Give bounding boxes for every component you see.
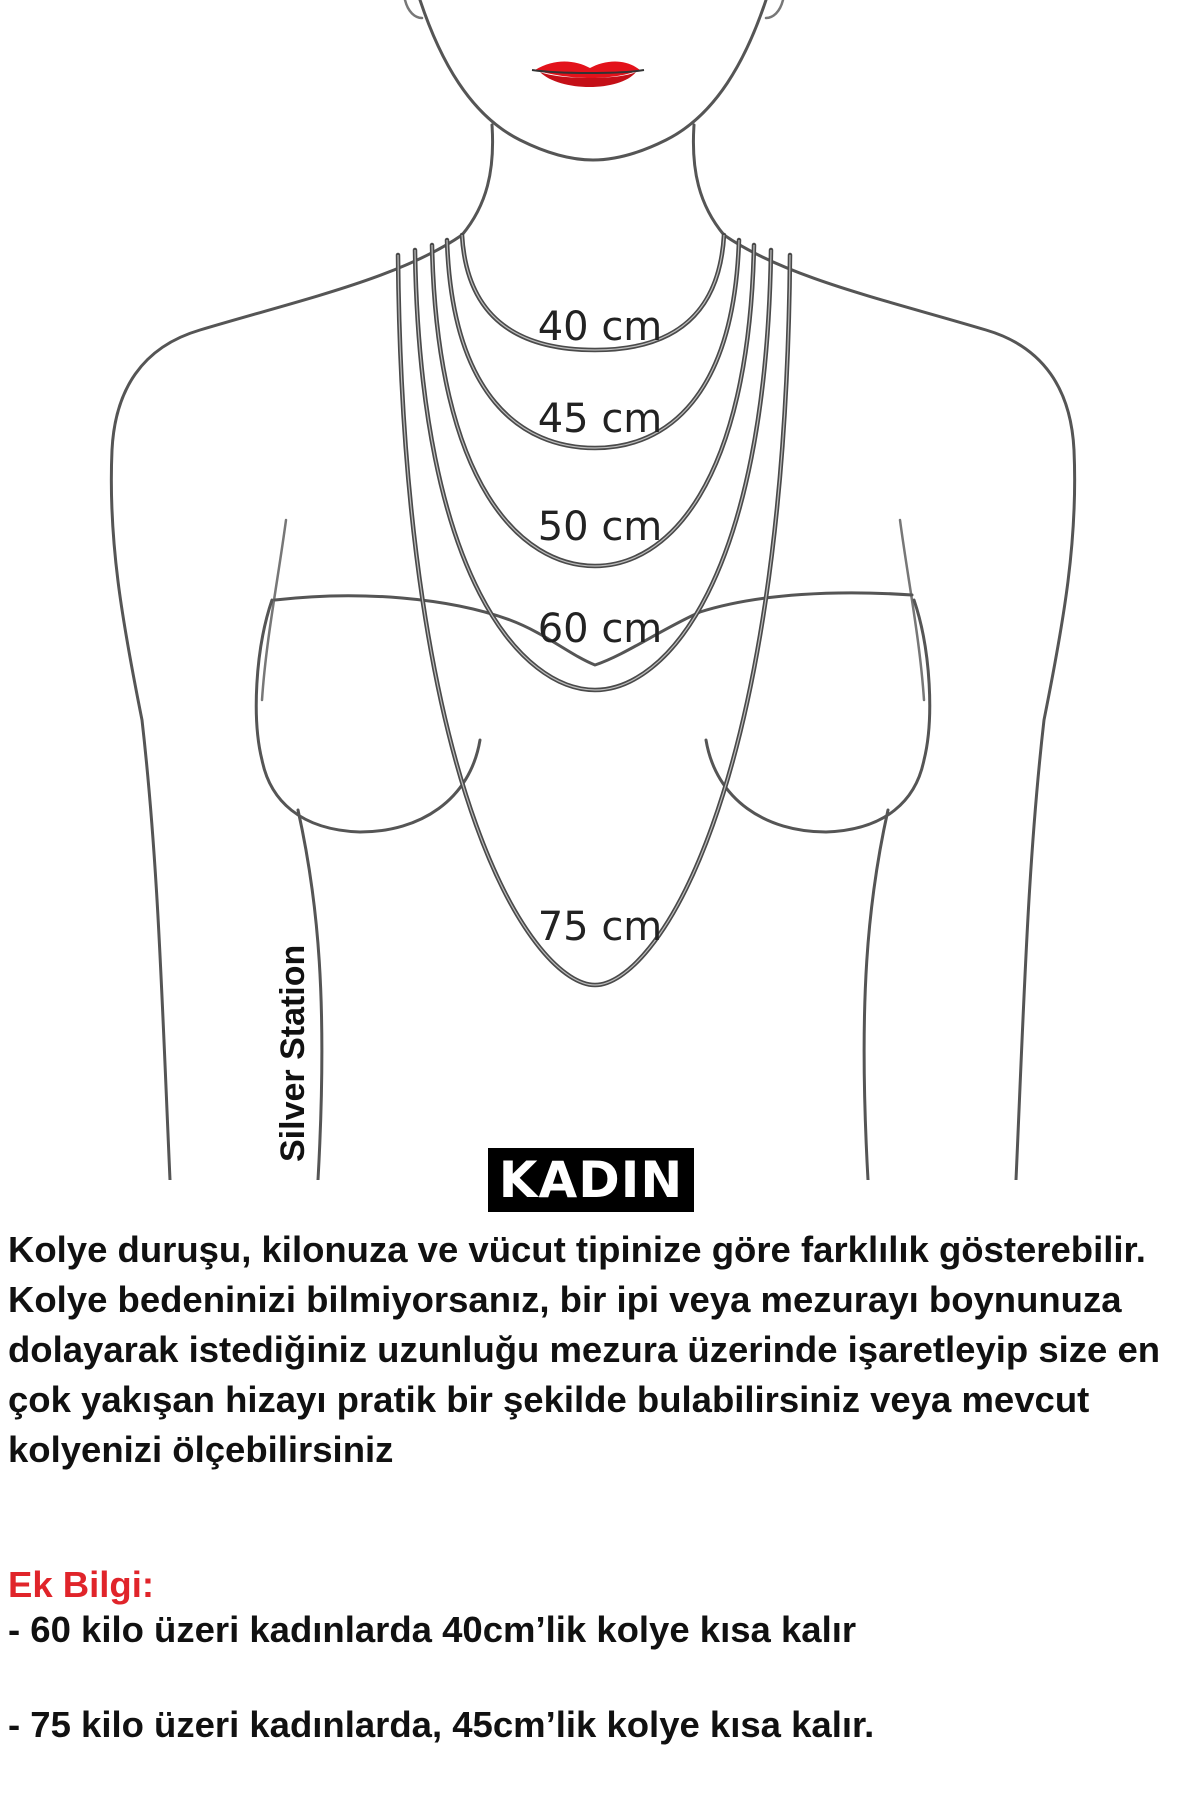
necklace-size-label: 75 cm xyxy=(537,904,663,950)
left-armpit-line xyxy=(262,520,286,700)
extra-info-note: - 60 kilo üzeri kadınlarda 40cm’lik kolye kısa kalır xyxy=(8,1609,857,1650)
right-torso-side xyxy=(864,810,888,1180)
neck-left xyxy=(462,125,493,235)
description-text: Kolye duruşu, kilonuza ve vücut tipinize göre farklılık gösterebilir. Kolye bedeninizi bilmiyorsanız, bir ipi veya mezurayı boynunuza dolayarak istediğiniz uzunluğu mezura üzerinde işaretleyip size en çok yakışan hizayı pratik bir şekilde bulabilirsiniz veya mevcut kolyenizi ölçebilirsiniz xyxy=(8,1229,1161,1470)
necklace-size-label: 40 cm xyxy=(537,304,663,350)
necklace-size-label: 60 cm xyxy=(537,606,663,652)
neck-right xyxy=(693,125,724,235)
right-shoulder-arm xyxy=(724,235,1075,1180)
right-breast xyxy=(706,600,930,832)
necklace-size-label: 45 cm xyxy=(537,396,663,442)
extra-info-note: - 75 kilo üzeri kadınlarda, 45cm’lik kolye kısa kalır. xyxy=(8,1704,875,1745)
watermark-text: Silver Station xyxy=(274,944,312,1162)
gender-badge: KADIN xyxy=(488,1148,694,1212)
necklace-size-labels xyxy=(538,304,663,950)
lips-icon xyxy=(532,62,644,88)
necklace-size-label: 50 cm xyxy=(537,504,663,550)
extra-info-title: Ek Bilgi: xyxy=(8,1564,155,1605)
right-armpit-line xyxy=(900,520,924,700)
ear-right xyxy=(766,0,783,18)
